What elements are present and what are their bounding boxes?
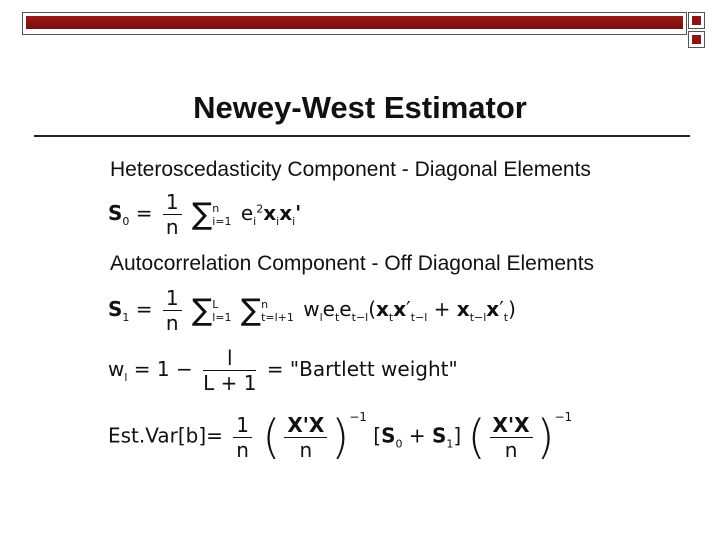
estvar-label: Est.Var[b]=	[108, 423, 223, 448]
equation-bartlett-weight: $w_l = 1$ − $\frac{l}{L + 1}$ = "Bartlett weight"	[108, 346, 458, 395]
equation-s1: $S_1$ = $\frac{1}{n}$ ∑L l=1 ∑n t=l+1 $w_le_te_{t-l}(x_tx'_{t-l} + x_{t-l}x'_t)$	[108, 286, 516, 335]
heading-heteroscedasticity: Heteroscedasticity Component - Diagonal Elements	[110, 158, 591, 181]
bartlett-label: = "Bartlett weight"	[266, 357, 458, 381]
corner-square-top	[688, 12, 705, 29]
equation-s0: $S_0$ = $\frac{1}{n}$ ∑n i=1 $e_i^2x_ix_i'$	[108, 190, 302, 239]
equation-estvar: Est.Var[b]= $\frac{1}{n}$ ( $\frac{X'X}{n}$ )$^{-1}$ $[S_0 + S_1]$ ( $\frac{X'X}{n}$ )$^{-1}$	[108, 410, 573, 464]
slide-title: Newey-West Estimator	[193, 90, 527, 125]
heading-autocorrelation: Autocorrelation Component - Off Diagonal Elements	[110, 252, 595, 275]
corner-square-bottom	[688, 31, 705, 48]
title-divider	[34, 135, 690, 137]
header-bar-fill	[26, 16, 683, 29]
header-bar	[22, 12, 687, 35]
